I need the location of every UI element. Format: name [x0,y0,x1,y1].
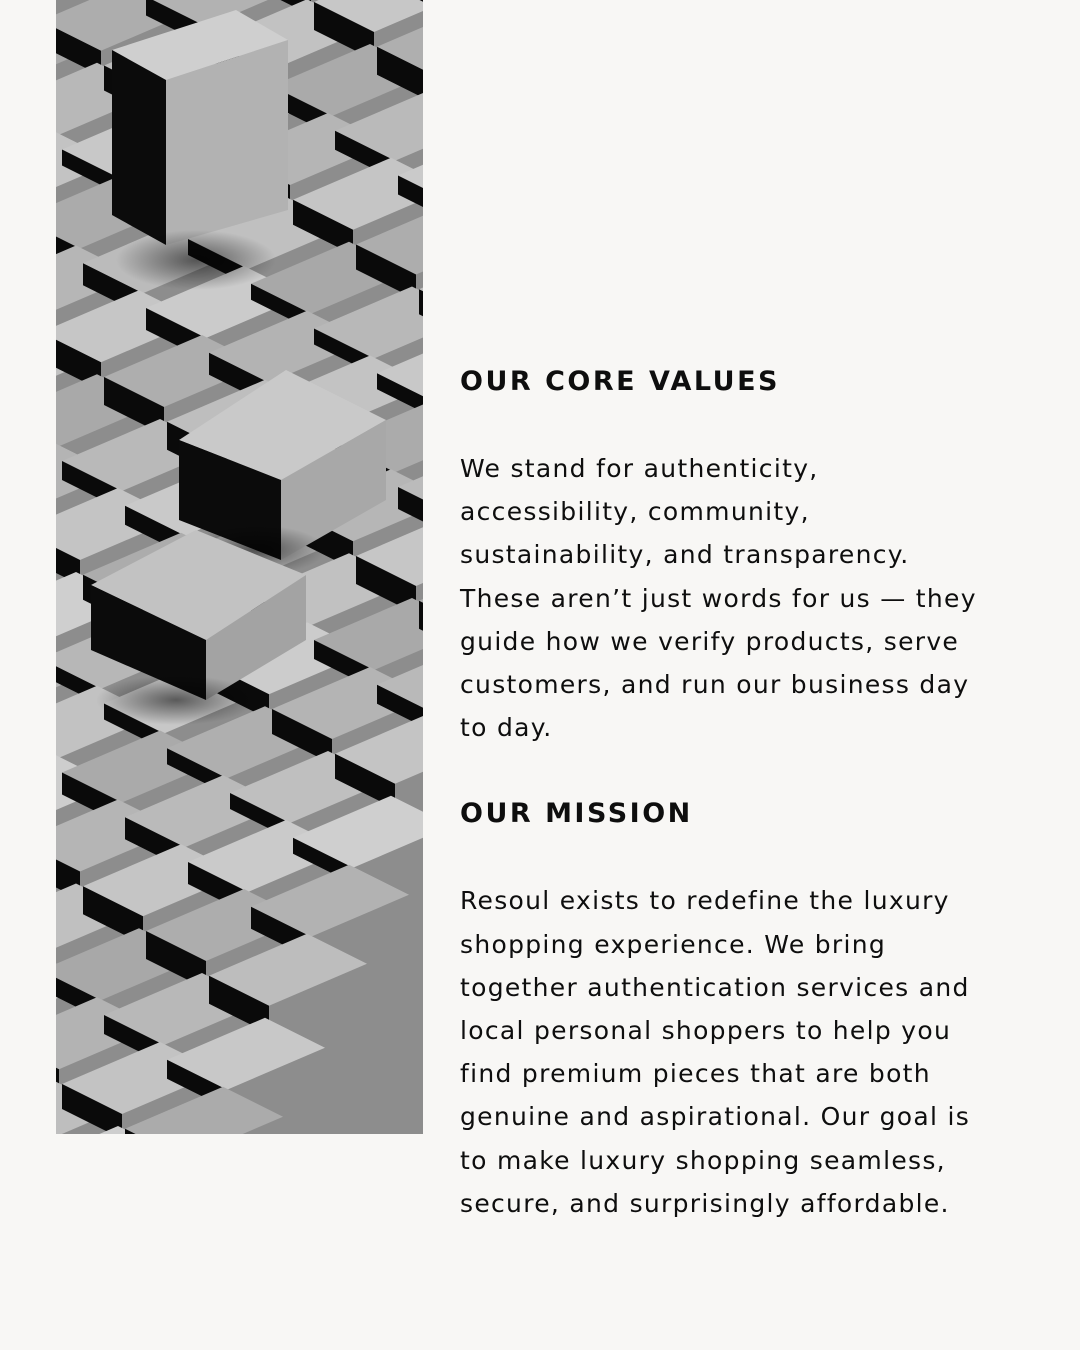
mission-paragraph: Resoul exists to redefine the luxury shopping experience. We bring together authentication services and local personal shoppers to help you find premium pieces that are both genuine and aspirational. Our goal is to make luxury shopping seamless, secure, and surprisingly affordable. [460,886,971,1218]
core-values-heading: OUR CORE VALUES [460,366,780,397]
text-column [460,360,1040,1225]
abstract-3d-cubes-icon [56,0,423,1134]
mission-heading: OUR MISSION [460,798,693,830]
core-values-paragraph: We stand for authenticity, accessibility, community, sustainability, and transparency. These aren’t just words for us — they guide how we verify products, serve customers, and run our business day to day. [460,454,977,743]
abstract-cubes-image [56,0,423,1134]
